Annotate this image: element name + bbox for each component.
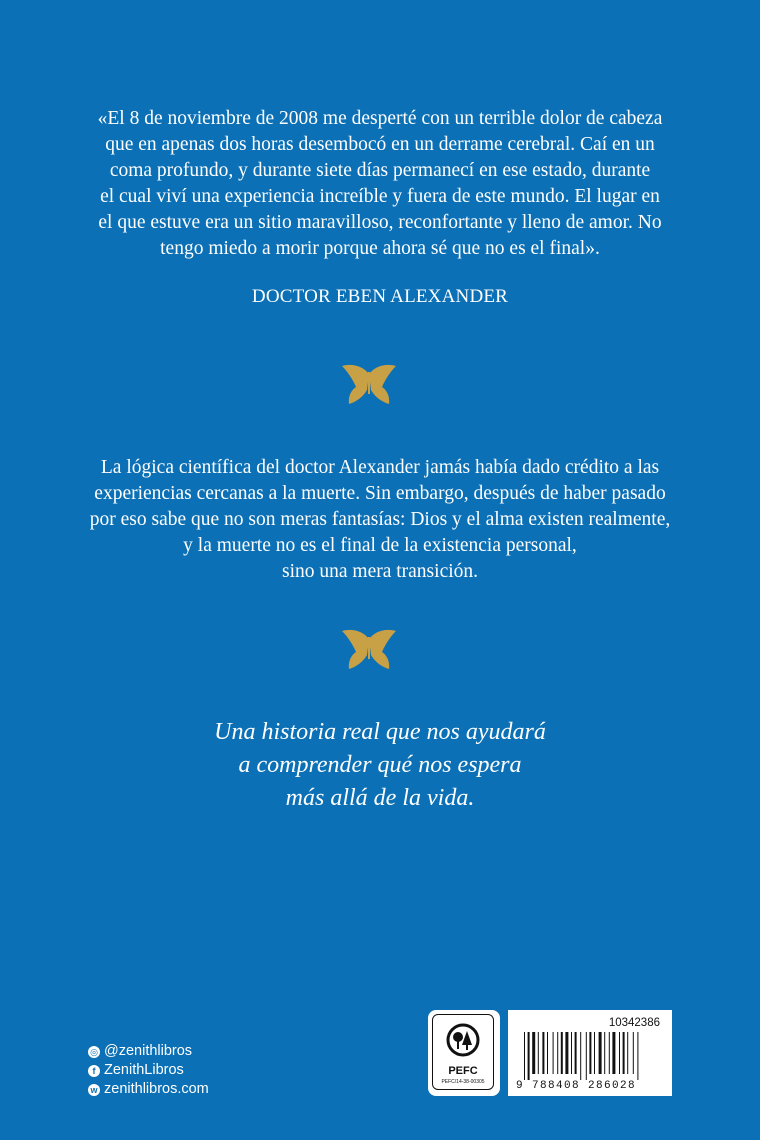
isbn-digits: 9 788408 286028	[516, 1080, 637, 1092]
barcode-bar	[528, 1032, 530, 1080]
instagram-icon: ◎	[88, 1046, 100, 1058]
barcode-bar	[594, 1032, 595, 1074]
barcode-bar	[623, 1032, 625, 1074]
facebook-handle: ZenithLibros	[104, 1062, 184, 1078]
pefc-code: PEFC/14-38-00305	[441, 1079, 485, 1085]
barcode-bar	[561, 1032, 563, 1074]
barcode-bar	[589, 1032, 591, 1074]
barcode-bar	[627, 1032, 628, 1074]
web-icon: w	[88, 1084, 100, 1096]
back-cover-quote	[0, 106, 760, 262]
quote-line: tengo miedo a morir porque ahora sé que no es el final».	[160, 238, 600, 259]
tagline	[0, 716, 760, 815]
description-line: por eso sabe que no son meras fantasías: Dios y el alma existen realmente,	[89, 509, 671, 530]
barcode-bar	[532, 1032, 535, 1074]
tagline-line: Una historia real que nos ayudará	[214, 719, 546, 745]
quote-line: el que estuve era un sitio maravilloso, reconfortante y lleno de amor. No	[98, 212, 662, 233]
pefc-label: PEFC	[448, 1065, 478, 1077]
barcode-bar	[637, 1032, 638, 1080]
description-line: La lógica científica del doctor Alexander jamás había dado crédito a las	[100, 457, 660, 478]
social-instagram[interactable]	[88, 1042, 209, 1061]
social-facebook[interactable]	[88, 1061, 209, 1080]
book-description	[0, 455, 760, 585]
social-links	[88, 1042, 209, 1099]
butterfly-icon	[340, 625, 398, 671]
description-line: sino una mera transición.	[281, 561, 479, 582]
butterfly-icon	[340, 360, 398, 406]
social-web[interactable]	[88, 1080, 209, 1099]
barcode-bar	[580, 1032, 581, 1080]
barcode-bar	[524, 1032, 525, 1080]
quote-line: el cual viví una experiencia increíble y fuera de este mundo. El lugar en	[100, 186, 660, 207]
barcode	[508, 1010, 672, 1096]
barcode-bar	[571, 1032, 572, 1074]
facebook-icon: f	[88, 1065, 100, 1077]
web-address: zenithlibros.com	[104, 1081, 209, 1097]
barcode-bar	[633, 1032, 634, 1074]
barcode-bar	[542, 1032, 544, 1074]
description-line: experiencias cercanas a la muerte. Sin embargo, después de haber pasado	[94, 483, 666, 504]
quote-line: «El 8 de noviembre de 2008 me desperté con un terrible dolor de cabeza	[97, 108, 663, 129]
barcode-number: 10342386	[608, 1017, 660, 1029]
barcode-bar	[599, 1032, 602, 1074]
quote-line: que en apenas dos horas desembocó en un derrame cerebral. Caí en un	[105, 134, 655, 155]
instagram-handle: @zenithlibros	[104, 1043, 193, 1059]
barcode-bar	[547, 1032, 548, 1074]
barcode-bars	[522, 1032, 662, 1080]
pefc-certification	[428, 1010, 500, 1096]
barcode-bar	[619, 1032, 620, 1074]
barcode-bar	[586, 1032, 587, 1080]
barcode-bar	[565, 1032, 568, 1074]
barcode-bar	[604, 1032, 605, 1074]
description-line: y la muerte no es el final de la existencia personal,	[183, 535, 577, 556]
barcode-bar	[538, 1032, 539, 1074]
quote-line: coma profundo, y durante siete días permanecí en ese estado, durante	[109, 160, 651, 181]
barcode-bar	[612, 1032, 615, 1074]
barcode-bar	[557, 1032, 558, 1074]
pefc-frame	[432, 1014, 494, 1090]
pefc-tree-icon	[446, 1023, 480, 1057]
tagline-line: a comprender qué nos espera	[238, 752, 522, 778]
barcode-bar	[575, 1032, 577, 1074]
barcode-bar	[609, 1032, 610, 1074]
tagline-line: más allá de la vida.	[285, 785, 475, 811]
barcode-bar	[553, 1032, 554, 1074]
quote-author: DOCTOR EBEN ALEXANDER	[251, 286, 509, 307]
